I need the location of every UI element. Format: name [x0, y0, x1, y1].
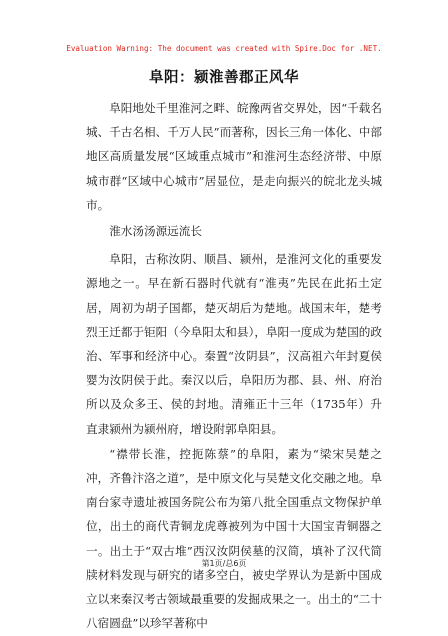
document-body — [86, 96, 382, 636]
history-paragraph: 阜阳，古称汝阴、顺昌、颍州，是淮河文化的重要发源地之一。早在新石器时代就有“淮夷”先民在此拓土定居，周初为胡子国都，楚灭胡后为楚地。战国末年，楚考烈王迁都于钜阳（今阜阳太和县），阜阳一度成为楚国的政治、军事和经济中心。秦置“汝阴县”，汉高祖六年封夏侯婴为汝阴侯于此。秦汉以后，阜阳历为郡、县、州、府治所以及众多王、侯的封地。清雍正十三年（1735年）升直隶颍州为颍州府，增设附郭阜阳县。 — [86, 252, 382, 436]
intro-paragraph: 阜阳地处千里淮河之畔、皖豫两省交界处，因“千载名城、千古名相、千万人民”而著称，因长三角一体化、中部地区高质量发展“区域重点城市”和淮河生态经济带、中原城市群“区域中心城市”居显位，是走向振兴的皖北龙头城市。 — [86, 101, 382, 212]
document-title: 阜阳：颍淮善郡正风华 — [149, 70, 299, 86]
page-footer: 第1页/总6页 — [201, 559, 247, 568]
culture-paragraph: “襟带长淮，控扼陈蔡”的阜阳，素为“梁宋吴楚之冲，齐鲁汴洛之道”，是中原文化与吴楚文化交融之地。阜南台家寺遗址被国务院公布为第八批全国重点文物保护单位，出土的商代青铜龙虎尊被列为中国十大国宝青铜器之一。出土于“双古堆”西汉汝阴侯墓的汉简，填补了汉代简牍材料发现与研究的诸多空白，被史学界认为是新中国成立以来秦汉考古领域最重要的发掘成果之一。出土的“二十八宿圆盘”以珍罕著称中 — [86, 446, 382, 631]
section-heading: 淮水汤汤源远流长 — [109, 224, 202, 239]
evaluation-warning: Evaluation Warning: The document was created with Spire.Doc for .NET. — [66, 44, 382, 53]
